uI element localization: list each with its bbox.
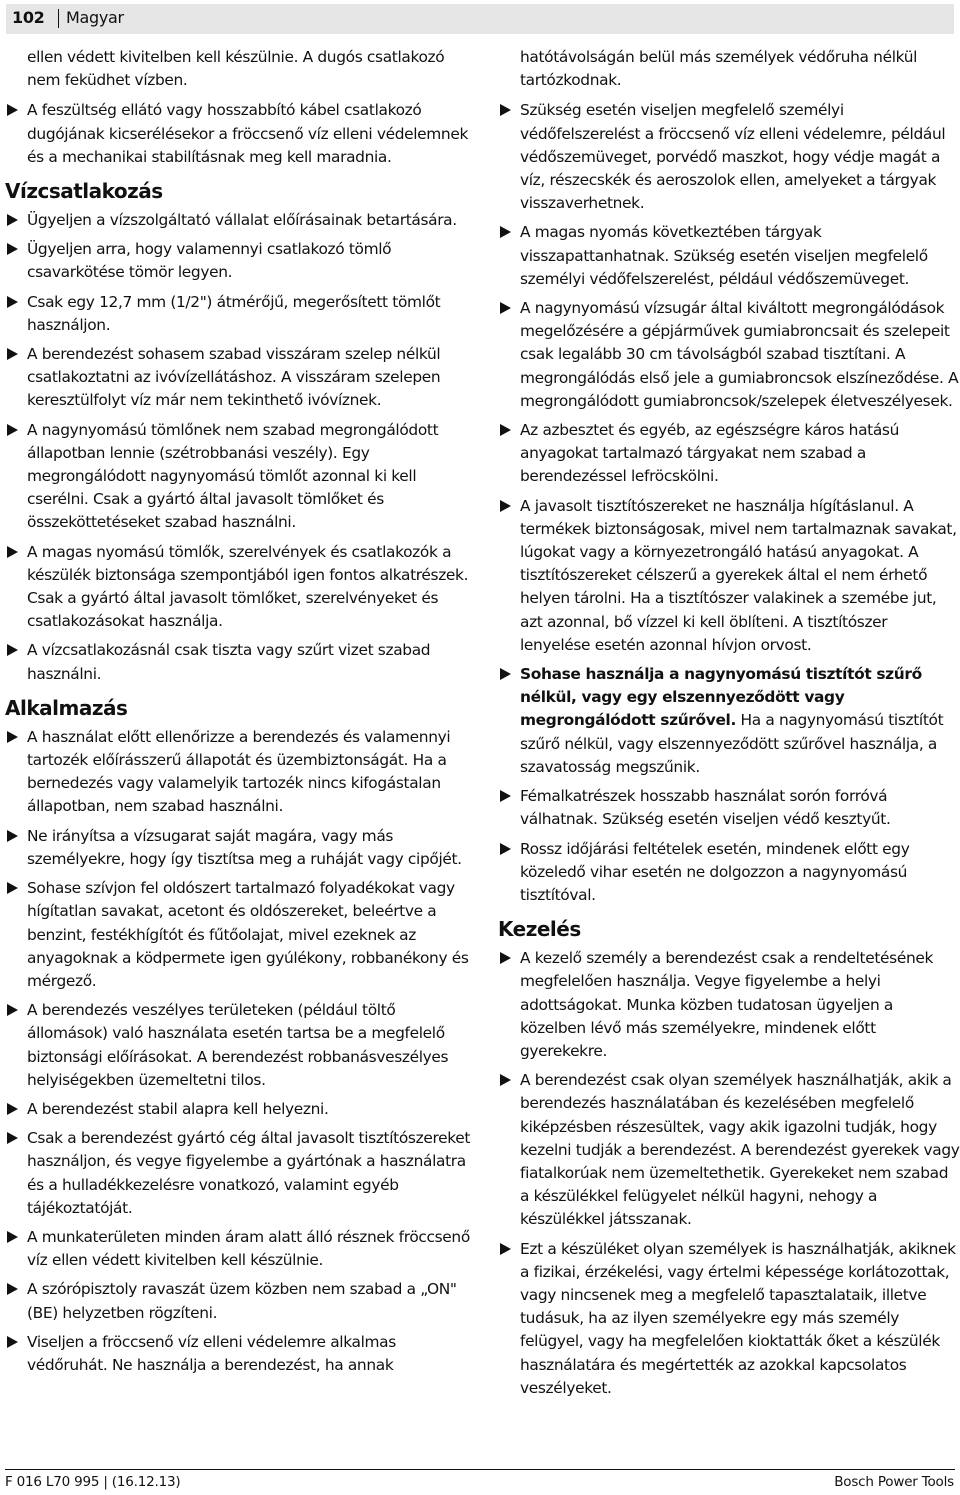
list-item: A feszültség ellátó vagy hosszabbító kábel csatlakozó dugójának kicserélésekor a fröccsenő víz elleni védelemnek és a mechanikai stabilításnak meg kell maradnia. bbox=[5, 99, 475, 169]
list-item: A szórópisztoly ravaszát üzem közben nem szabad a „ON" (BE) helyzetben rögzíteni. bbox=[5, 1278, 475, 1324]
bullet-arrow-icon bbox=[500, 1074, 511, 1086]
bullet-arrow-icon bbox=[7, 243, 18, 255]
left-column bbox=[5, 46, 475, 1383]
bullet-arrow-icon bbox=[7, 882, 18, 894]
footer-doc-id: F 016 L70 995 | (16.12.13) bbox=[5, 1474, 181, 1490]
footer-divider bbox=[5, 1469, 955, 1470]
bullet-arrow-icon bbox=[7, 546, 18, 558]
page-number: 102 bbox=[12, 8, 45, 27]
list-item: Az azbesztet és egyéb, az egészségre káros hatású anyagokat tartalmazó tárgyakat nem szabad a berendezéssel lefröcskölni. bbox=[498, 419, 960, 489]
list-item: A magas nyomású tömlők, szerelvények és csatlakozók a készülék biztonsága szempontjából igen fontos alkatrészek. Csak a gyártó által javasolt tömlőket, szerelvényeket és csatlakozásokat használja. bbox=[5, 541, 475, 634]
bullet-arrow-icon bbox=[7, 830, 18, 842]
list-item: A berendezést stabil alapra kell helyezni. bbox=[5, 1098, 475, 1121]
bullet-arrow-icon bbox=[500, 226, 511, 238]
list-item: A berendezést csak olyan személyek használhatják, akik a berendezés használatában és kezelésében megfelelő kiképzésben részesültek, vagy akik igazolni tudják, hogy kezelni tudják a berendezést. A berendezést gyerekek vagy fiatalkorúak nem üzemeltethetik. Gyerekeket nem szabad a készülékkel felügyelet nélkül hagyni, nehogy a készülékkel játsszanak. bbox=[498, 1069, 960, 1231]
bullet-arrow-icon bbox=[7, 1336, 18, 1348]
bullet-arrow-icon bbox=[500, 668, 511, 680]
bullet-arrow-icon bbox=[7, 1103, 18, 1115]
operation-list bbox=[498, 947, 960, 1400]
filter-warning-bold: Sohase használja a nagynyomású tisztítót szűrő nélkül, vagy egy elszennyeződött vagy megrongálódott szűrővel. bbox=[520, 665, 922, 730]
bullet-arrow-icon bbox=[7, 1132, 18, 1144]
list-item: Ezt a készüléket olyan személyek is használhatják, akiknek a fizikai, érzékelési, vagy értelmi képessége korlátozottak, vagy nincsenek meg a megfelelő tapasztalataik, illetve tudásuk, ha az ilyen személyekre egy más személy felügyel, vagy ha megfelelően kioktatták őket a készülék használatára és megértették az azokkal kapcsolatos veszélyeket. bbox=[498, 1238, 960, 1400]
bullet-arrow-icon bbox=[500, 302, 511, 314]
list-item: A nagynyomású vízsugár által kiváltott megrongálódások megelőzésére a gépjárművek gumiabroncsait és szelepeit csak legalább 30 cm távolságból szabad tisztítani. A megrongálódás első jele a gumiabroncsok elszíneződése. A megrongálódott gumiabroncsok/szelepek életveszélyesek. bbox=[498, 297, 960, 413]
page-header bbox=[6, 4, 954, 34]
right-intro-continuation: hatótávolságán belül más személyek védőruha nélkül tartózkodnak. bbox=[520, 48, 918, 90]
bullet-arrow-icon bbox=[7, 731, 18, 743]
list-item: Sohase szívjon fel oldószert tartalmazó folyadékokat vagy hígítatlan savakat, acetont és oldószereket, beleértve a benzint, festékhígítót és fűtőolajat, mivel ezeknek az anyagoknak a ködpermete igen gyúlékony, robbanékony és mérgező. bbox=[5, 877, 475, 993]
bullet-arrow-icon bbox=[7, 1004, 18, 1016]
bullet-arrow-icon bbox=[500, 424, 511, 436]
left-intro-continuation: ellen védett kivitelben kell készülnie. A dugós csatlakozó nem feküdhet vízben. bbox=[27, 48, 445, 90]
bullet-arrow-icon bbox=[7, 1283, 18, 1295]
list-item: A vízcsatlakozásnál csak tiszta vagy szűrt vizet szabad használni. bbox=[5, 639, 475, 685]
header-separator bbox=[58, 9, 59, 28]
list-item: A kezelő személy a berendezést csak a rendeltetésének megfelelően használja. Vegye figyelembe a helyi adottságokat. Munka közben tudatosan ügyeljen a közelben lévő más személyekre, mindenek előtt gyerekekre. bbox=[498, 947, 960, 1063]
list-item: A munkaterületen minden áram alatt álló résznek fröccsenő víz ellen védett kivitelben kell készülnie. bbox=[5, 1226, 475, 1272]
language-label: Magyar bbox=[66, 8, 124, 27]
list-item: Ügyeljen a vízszolgáltató vállalat előírásainak betartására. bbox=[5, 209, 475, 232]
bullet-arrow-icon bbox=[500, 1243, 511, 1255]
list-item: Csak a berendezést gyártó cég által javasolt tisztítószereket használjon, és vegye figyelembe a gyártónak a használatra és a hulladékkezelésre vonatkozó, valamint egyéb tájékoztatóját. bbox=[5, 1127, 475, 1220]
list-item: Csak egy 12,7 mm (1/2") átmérőjű, megerősített tömlőt használjon. bbox=[5, 291, 475, 337]
list-item: Fémalkatrészek hosszabb használat sorón forróvá válhatnak. Szükség esetén viseljen védő kesztyűt. bbox=[498, 785, 960, 831]
water-connection-list bbox=[5, 209, 475, 686]
footer-brand: Bosch Power Tools bbox=[834, 1474, 954, 1490]
usage-list bbox=[5, 726, 475, 1377]
bullet-arrow-icon bbox=[500, 952, 511, 964]
bullet-arrow-icon bbox=[500, 500, 511, 512]
list-item: Ügyeljen arra, hogy valamennyi csatlakozó tömlő csavarkötése tömör legyen. bbox=[5, 238, 475, 284]
bullet-arrow-icon bbox=[7, 214, 18, 226]
list-item: Viseljen a fröccsenő víz elleni védelemre alkalmas védőruhát. Ne használja a berendezést, ha annak bbox=[5, 1331, 475, 1377]
list-item: A berendezés veszélyes területeken (például töltő állomások) való használata esetén tartsa be a megfelelő biztonsági előírásokat. A berendezést robbanásveszélyes helyiségekben üzemeltetni tilos. bbox=[5, 999, 475, 1092]
list-item: A nagynyomású tömlőnek nem szabad megrongálódott állapotban lennie (szétrobbanási veszély). Egy megrongálódott nagynyomású tömlőt azonnal ki kell cserélni. Csak a gyártó által javasolt tömlőket és összeköttetéseket szabad használni. bbox=[5, 419, 475, 535]
bullet-arrow-icon bbox=[500, 843, 511, 855]
bullet-arrow-icon bbox=[7, 296, 18, 308]
bullet-arrow-icon bbox=[500, 790, 511, 802]
list-item: A magas nyomás következtében tárgyak visszapattanhatnak. Szükség esetén viseljen megfelelő személyi védőfelszerelést, például védőszemüveget. bbox=[498, 221, 960, 291]
left-intro-list bbox=[5, 99, 475, 169]
bullet-arrow-icon bbox=[7, 424, 18, 436]
list-item: Rossz időjárási feltételek esetén, mindenek előtt egy közeledő vihar esetén ne dolgozzon a nagynyomású tisztítóval. bbox=[498, 838, 960, 908]
list-item: A berendezést sohasem szabad visszáram szelep nélkül csatlakoztatni az ivóvízellátáshoz. A visszáram szelepen keresztülfolyt víz már nem tekinthető ivóvíznek. bbox=[5, 343, 475, 413]
right-column bbox=[498, 46, 960, 1406]
bullet-arrow-icon bbox=[7, 644, 18, 656]
water-connection-heading: Vízcsatlakozás bbox=[5, 179, 163, 204]
list-item: A javasolt tisztítószereket ne használja hígításlanul. A termékek biztonságosak, mivel nem tartalmaznak savakat, lúgokat vagy a környezetrongáló hatású anyagokat. A tisztítószereket célszerű a gyerekek által el nem érhető helyen tárolni. Ha a tisztítószer valakinek a szemébe jut, azt azonnal, bő vízzel ki kell öblíteni. A tisztítószer lenyelése esetén azonnal hívjon orvost. bbox=[498, 495, 960, 657]
usage-heading: Alkalmazás bbox=[5, 695, 128, 720]
list-item: Sohase használja a nagynyomású tisztítót szűrő nélkül, vagy egy elszennyeződött vagy megrongálódott szűrővel. Ha a nagynyomású tisztítót szűrő nélkül, vagy elszennyeződött szűrővel használja, a szavatosság megszűnik. bbox=[498, 663, 960, 779]
bullet-arrow-icon bbox=[7, 1231, 18, 1243]
bullet-arrow-icon bbox=[500, 104, 511, 116]
right-usage-list bbox=[498, 99, 960, 907]
list-item: A használat előtt ellenőrizze a berendezés és valamennyi tartozék előírásszerű állapotát és üzembiztonságát. Ha a bernedezés vagy valamelyik tartozék nincs kifogástalan állapotban, nem szabad használni. bbox=[5, 726, 475, 819]
operation-heading: Kezelés bbox=[498, 917, 581, 942]
list-item: Szükség esetén viseljen megfelelő személyi védőfelszerelést a fröccsenő víz elleni védelemre, például védőszemüveget, porvédő maszkot, hogy védje magát a víz, részecskék és aeroszolok ellen, amelyeket a tárgyak visszaverhetnek. bbox=[498, 99, 960, 215]
list-item: Ne irányítsa a vízsugarat saját magára, vagy más személyekre, hogy így tisztítsa meg a ruháját vagy cipőjét. bbox=[5, 825, 475, 871]
bullet-arrow-icon bbox=[7, 104, 18, 116]
bullet-arrow-icon bbox=[7, 348, 18, 360]
